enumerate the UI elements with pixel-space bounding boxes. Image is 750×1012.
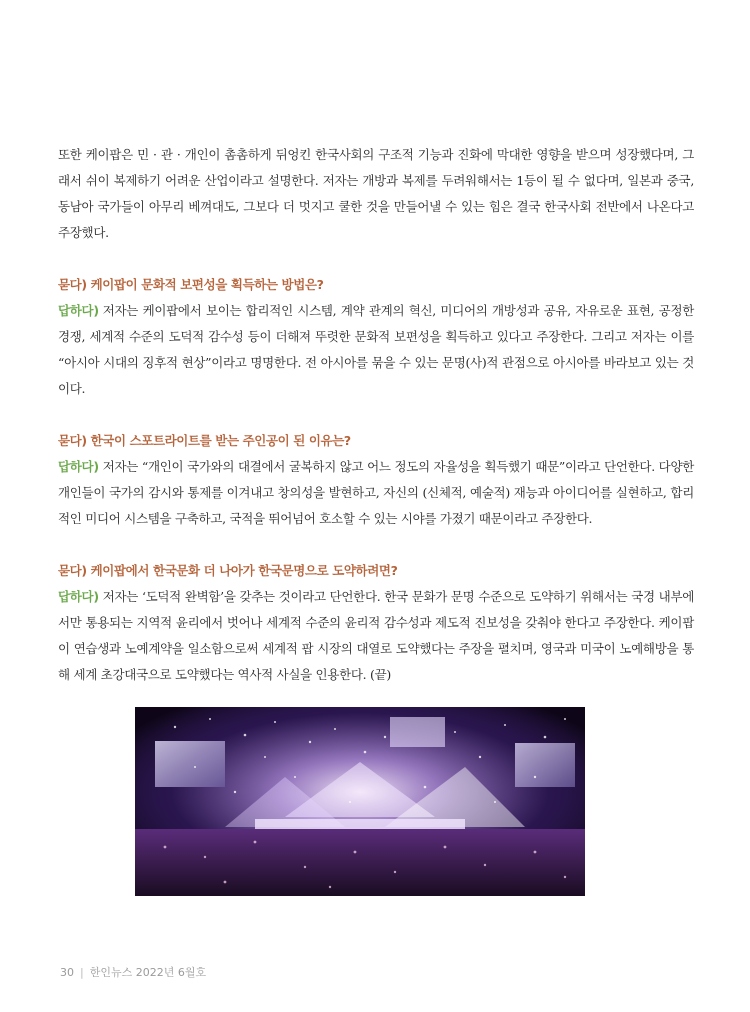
- answer-text-2: 저자는 “개인이 국가와의 대결에서 굴복하지 않고 어느 정도의 자율성을 획득했기 때문”이라고 단언한다. 다양한 개인들이 국가의 감시와 통제를 이겨내고 창의성을 발현하고, 자신의 (신체적, 예술적) 재능과 아이디어를 실현하고, 합리적인 미디어 시스템을 구축하고, 국적을 뛰어넘어 호소할 수 있는 시야를 가졌기 때문이라고 주장한다.: [58, 459, 694, 526]
- footer-separator: |: [80, 966, 84, 979]
- answer-1: [58, 298, 694, 402]
- page-footer: [60, 964, 206, 980]
- qa-block-3: [58, 558, 694, 688]
- stage-platform: [255, 819, 465, 829]
- answer-text-3: 저자는 ‘도덕적 완벽함’을 갖추는 것이라고 단언한다. 한국 문화가 문명 수준으로 도약하기 위해서는 국경 내부에서만 통용되는 지역적 윤리에서 벗어나 세계적 수준의 윤리적 감수성과 제도적 진보성을 갖춰야 한다고 주장한다. 케이팝이 연습생과 노예계약을 일소함으로써 세계적 팝 시장의 대열로 도약했다는 주장을 펼치며, 영국과 미국이 노예해방을 통해 세계 초강대국으로 도약했다는 역사적 사실을 인용한다. (끝): [58, 589, 694, 682]
- question-2: 묻다) 한국이 스포트라이트를 받는 주인공이 된 이유는?: [58, 433, 351, 448]
- concert-photo: [135, 707, 585, 896]
- right-screen: [515, 743, 575, 787]
- answer-label-2: 답하다): [58, 459, 99, 474]
- answer-2: [58, 454, 694, 532]
- question-1: 묻다) 케이팝이 문화적 보편성을 획득하는 방법은?: [58, 277, 324, 292]
- qa-block-1: [58, 272, 694, 402]
- publication-name: 한인뉴스 2022년 6월호: [89, 966, 207, 979]
- intro-paragraph: 또한 케이팝은 민 · 관 · 개인이 촘촘하게 뒤엉킨 한국사회의 구조적 기능과 진화에 막대한 영향을 받으며 성장했다며, 그래서 쉬이 복제하기 어려운 산업이라고 설명한다. 저자는 개방과 복제를 두려워해서는 1등이 될 수 없다며, 일본과 중국, 동남아 국가들이 아무리 베껴대도, 그보다 더 멋지고 쿨한 것을 만들어낼 수 있는 힘은 결국 한국사회 전반에서 나온다고 주장했다.: [58, 147, 694, 240]
- answer-text-1: 저자는 케이팝에서 보이는 합리적인 시스템, 계약 관계의 혁신, 미디어의 개방성과 공유, 자유로운 표현, 공정한 경쟁, 세계적 수준의 도덕적 감수성 등이 더해져 뚜렷한 문화적 보편성을 획득하고 있다고 주장한다. 그리고 저자는 이를 “아시아 시대의 징후적 현상”이라고 명명한다. 전 아시아를 묶을 수 있는 문명(사)적 관점으로 아시아를 바라보고 있는 것이다.: [58, 303, 694, 396]
- answer-label-1: 답하다): [58, 303, 99, 318]
- article-body: [58, 142, 694, 714]
- page-number: 30: [60, 966, 74, 979]
- left-screen: [155, 741, 225, 787]
- concert-photo-illustration: [135, 707, 585, 896]
- question-3: 묻다) 케이팝에서 한국문화 더 나아가 한국문명으로 도약하려면?: [58, 563, 398, 578]
- crowd: [135, 829, 585, 896]
- center-screen: [390, 717, 445, 747]
- answer-label-3: 답하다): [58, 589, 99, 604]
- answer-3: [58, 584, 694, 688]
- qa-block-2: [58, 428, 694, 532]
